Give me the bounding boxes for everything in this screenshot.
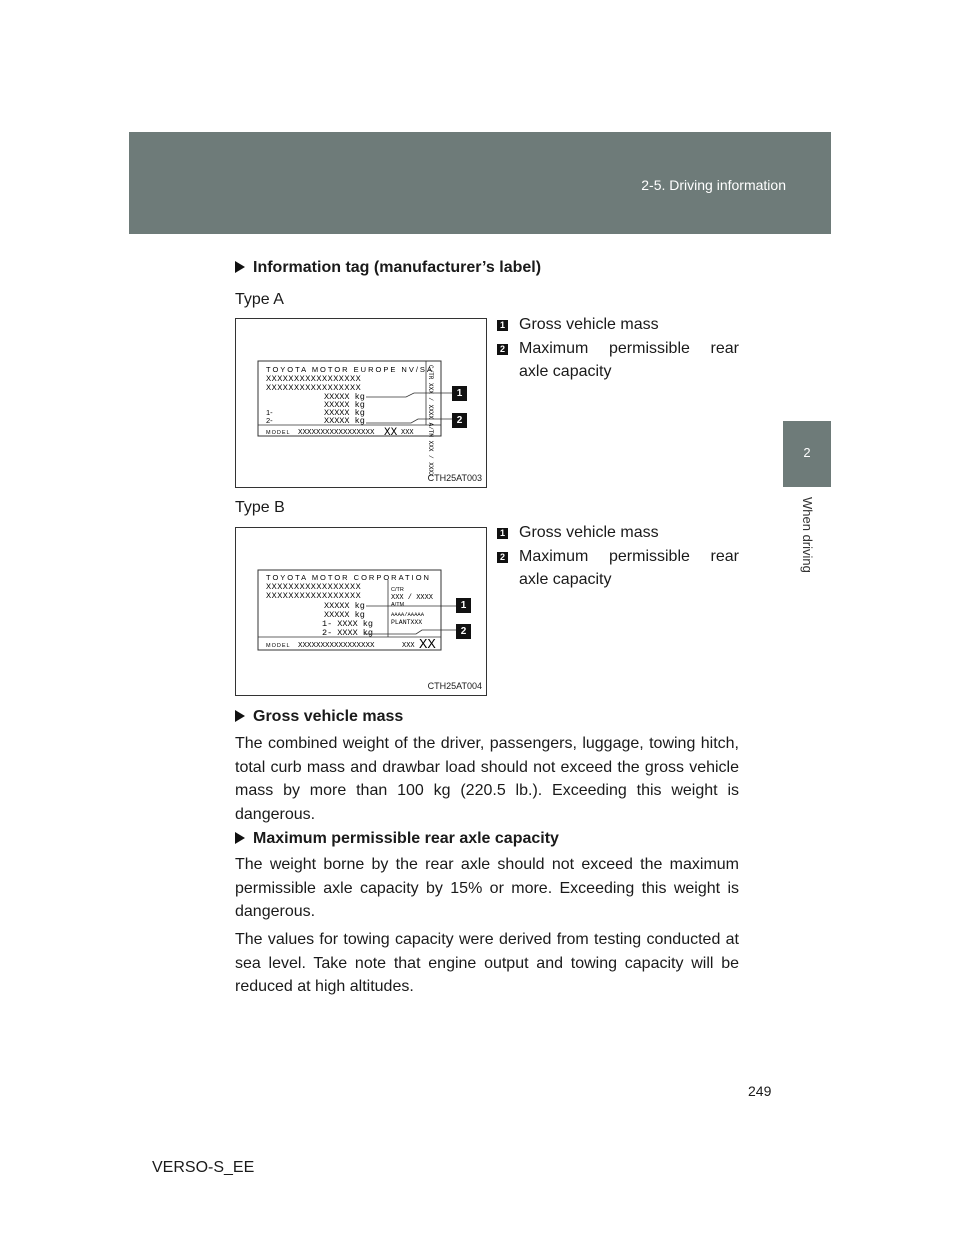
towing-note-text: The values for towing capacity were derived from testing conducted at sea level. Take note that engine output and towing capacity will be reduced at high altitudes.	[235, 931, 739, 995]
plate-axle1: 1-	[266, 408, 273, 417]
gross-vehicle-mass-heading	[235, 708, 403, 726]
type-a-figure	[235, 318, 487, 488]
rear-axle-text: The weight borne by the rear axle should not exceed the maximum permissible axle capacity by 15% or more. Exceeding this weight is dangerous.	[235, 856, 739, 920]
plate-axle2: 2-	[266, 416, 273, 425]
plate-model-label: MODEL	[266, 643, 291, 649]
plate-mass1: XXXXX kg	[324, 392, 365, 402]
plate-mass3: XXXXX kg	[324, 408, 365, 418]
callout-1: 1	[452, 386, 467, 401]
plate-plant: PLANTXXX	[391, 619, 423, 626]
gross-vehicle-mass-text: The combined weight of the driver, passengers, luggage, towing hitch, total curb mass and drawbar load should not exceed the gross vehicle mass by more than 100 kg (220.5 lb.). Exceeding this weight is dangerous.	[235, 735, 739, 823]
plate-mass2: XXXXX kg	[324, 610, 365, 620]
callout-2: 2	[456, 624, 471, 639]
section-header	[129, 132, 831, 234]
bullet-triangle-icon	[235, 710, 245, 722]
plate-ctr: C/TR	[391, 587, 404, 593]
info-tag-heading	[235, 259, 541, 277]
plate-model-xx: XX	[384, 427, 398, 439]
legend-item	[497, 521, 739, 544]
legend-text: Maximum permissible rear axle capacity	[519, 548, 739, 588]
legend-item	[497, 313, 739, 336]
plate-maker: TOYOTA MOTOR CORPORATION	[266, 573, 431, 582]
plate-mass3: 1- XXXX kg	[322, 619, 374, 629]
plate-mass1: XXXXX kg	[324, 601, 365, 611]
plate-row1: XXXXXXXXXXXXXXXXX	[266, 374, 362, 384]
chapter-tab	[783, 421, 831, 487]
type-b-label-illustration	[236, 528, 486, 695]
plate-mass4: 2- XXXX kg	[322, 628, 374, 638]
page-number: 249	[748, 1083, 772, 1099]
callout-1: 1	[456, 598, 471, 613]
plate-atm-value: AAAA/AAAAA	[391, 611, 425, 618]
figure-id: CTH25AT003	[427, 473, 482, 483]
legend-text: Gross vehicle mass	[519, 524, 659, 541]
model-code: VERSO-S_EE	[152, 1159, 255, 1176]
plate-model-xxx: XXX	[402, 642, 415, 650]
plate-row1: XXXXXXXXXXXXXXXXX	[266, 582, 362, 592]
bullet-triangle-icon	[235, 832, 245, 844]
legend-item	[497, 545, 739, 588]
bullet-triangle-icon	[235, 261, 245, 273]
plate-atm: A/TM	[391, 602, 405, 608]
rear-axle-heading	[235, 830, 559, 848]
chapter-label-container	[782, 497, 832, 587]
info-tag-heading-text: Information tag (manufacturer’s label)	[253, 259, 542, 276]
rear-axle-heading-text: Maximum permissible rear axle capacity	[253, 830, 559, 847]
legend-number: 1	[497, 320, 508, 331]
plate-model-value: XXXXXXXXXXXXXXXXX	[298, 429, 375, 437]
legend-number: 2	[497, 552, 508, 563]
legend-text: Maximum permissible rear axle capacity	[519, 340, 739, 380]
plate-model-xx: XX	[419, 637, 436, 653]
plate-mass2: XXXXX kg	[324, 400, 365, 410]
type-a-label: Type A	[235, 291, 284, 308]
callout-2: 2	[452, 413, 467, 428]
plate-side-code: C/TR XXX / XXXX A/TM XXX / XXXX	[427, 365, 434, 477]
plate-model-label: MODEL	[266, 430, 291, 436]
type-b-label: Type B	[235, 499, 285, 516]
legend-number: 1	[497, 528, 508, 539]
legend-item	[497, 337, 739, 380]
plate-mass4: XXXXX kg	[324, 416, 365, 426]
plate-row2: XXXXXXXXXXXXXXXXX	[266, 591, 362, 601]
chapter-label: When driving	[800, 497, 815, 573]
plate-model-value: XXXXXXXXXXXXXXXXX	[298, 642, 375, 650]
plate-maker: TOYOTA MOTOR EUROPE NV/SA	[266, 365, 434, 374]
legend-text: Gross vehicle mass	[519, 316, 659, 333]
chapter-number: 2	[803, 445, 811, 460]
plate-ctr-value: XXX / XXXX	[391, 594, 434, 602]
figure-id: CTH25AT004	[427, 681, 482, 691]
type-b-figure	[235, 527, 487, 696]
gross-vehicle-mass-heading-text: Gross vehicle mass	[253, 708, 404, 725]
plate-model-xxx: XXX	[401, 429, 414, 437]
plate-row2: XXXXXXXXXXXXXXXXX	[266, 383, 362, 393]
legend-number: 2	[497, 344, 508, 355]
type-a-label-illustration	[236, 319, 486, 487]
section-title: 2-5. Driving information	[641, 177, 786, 193]
